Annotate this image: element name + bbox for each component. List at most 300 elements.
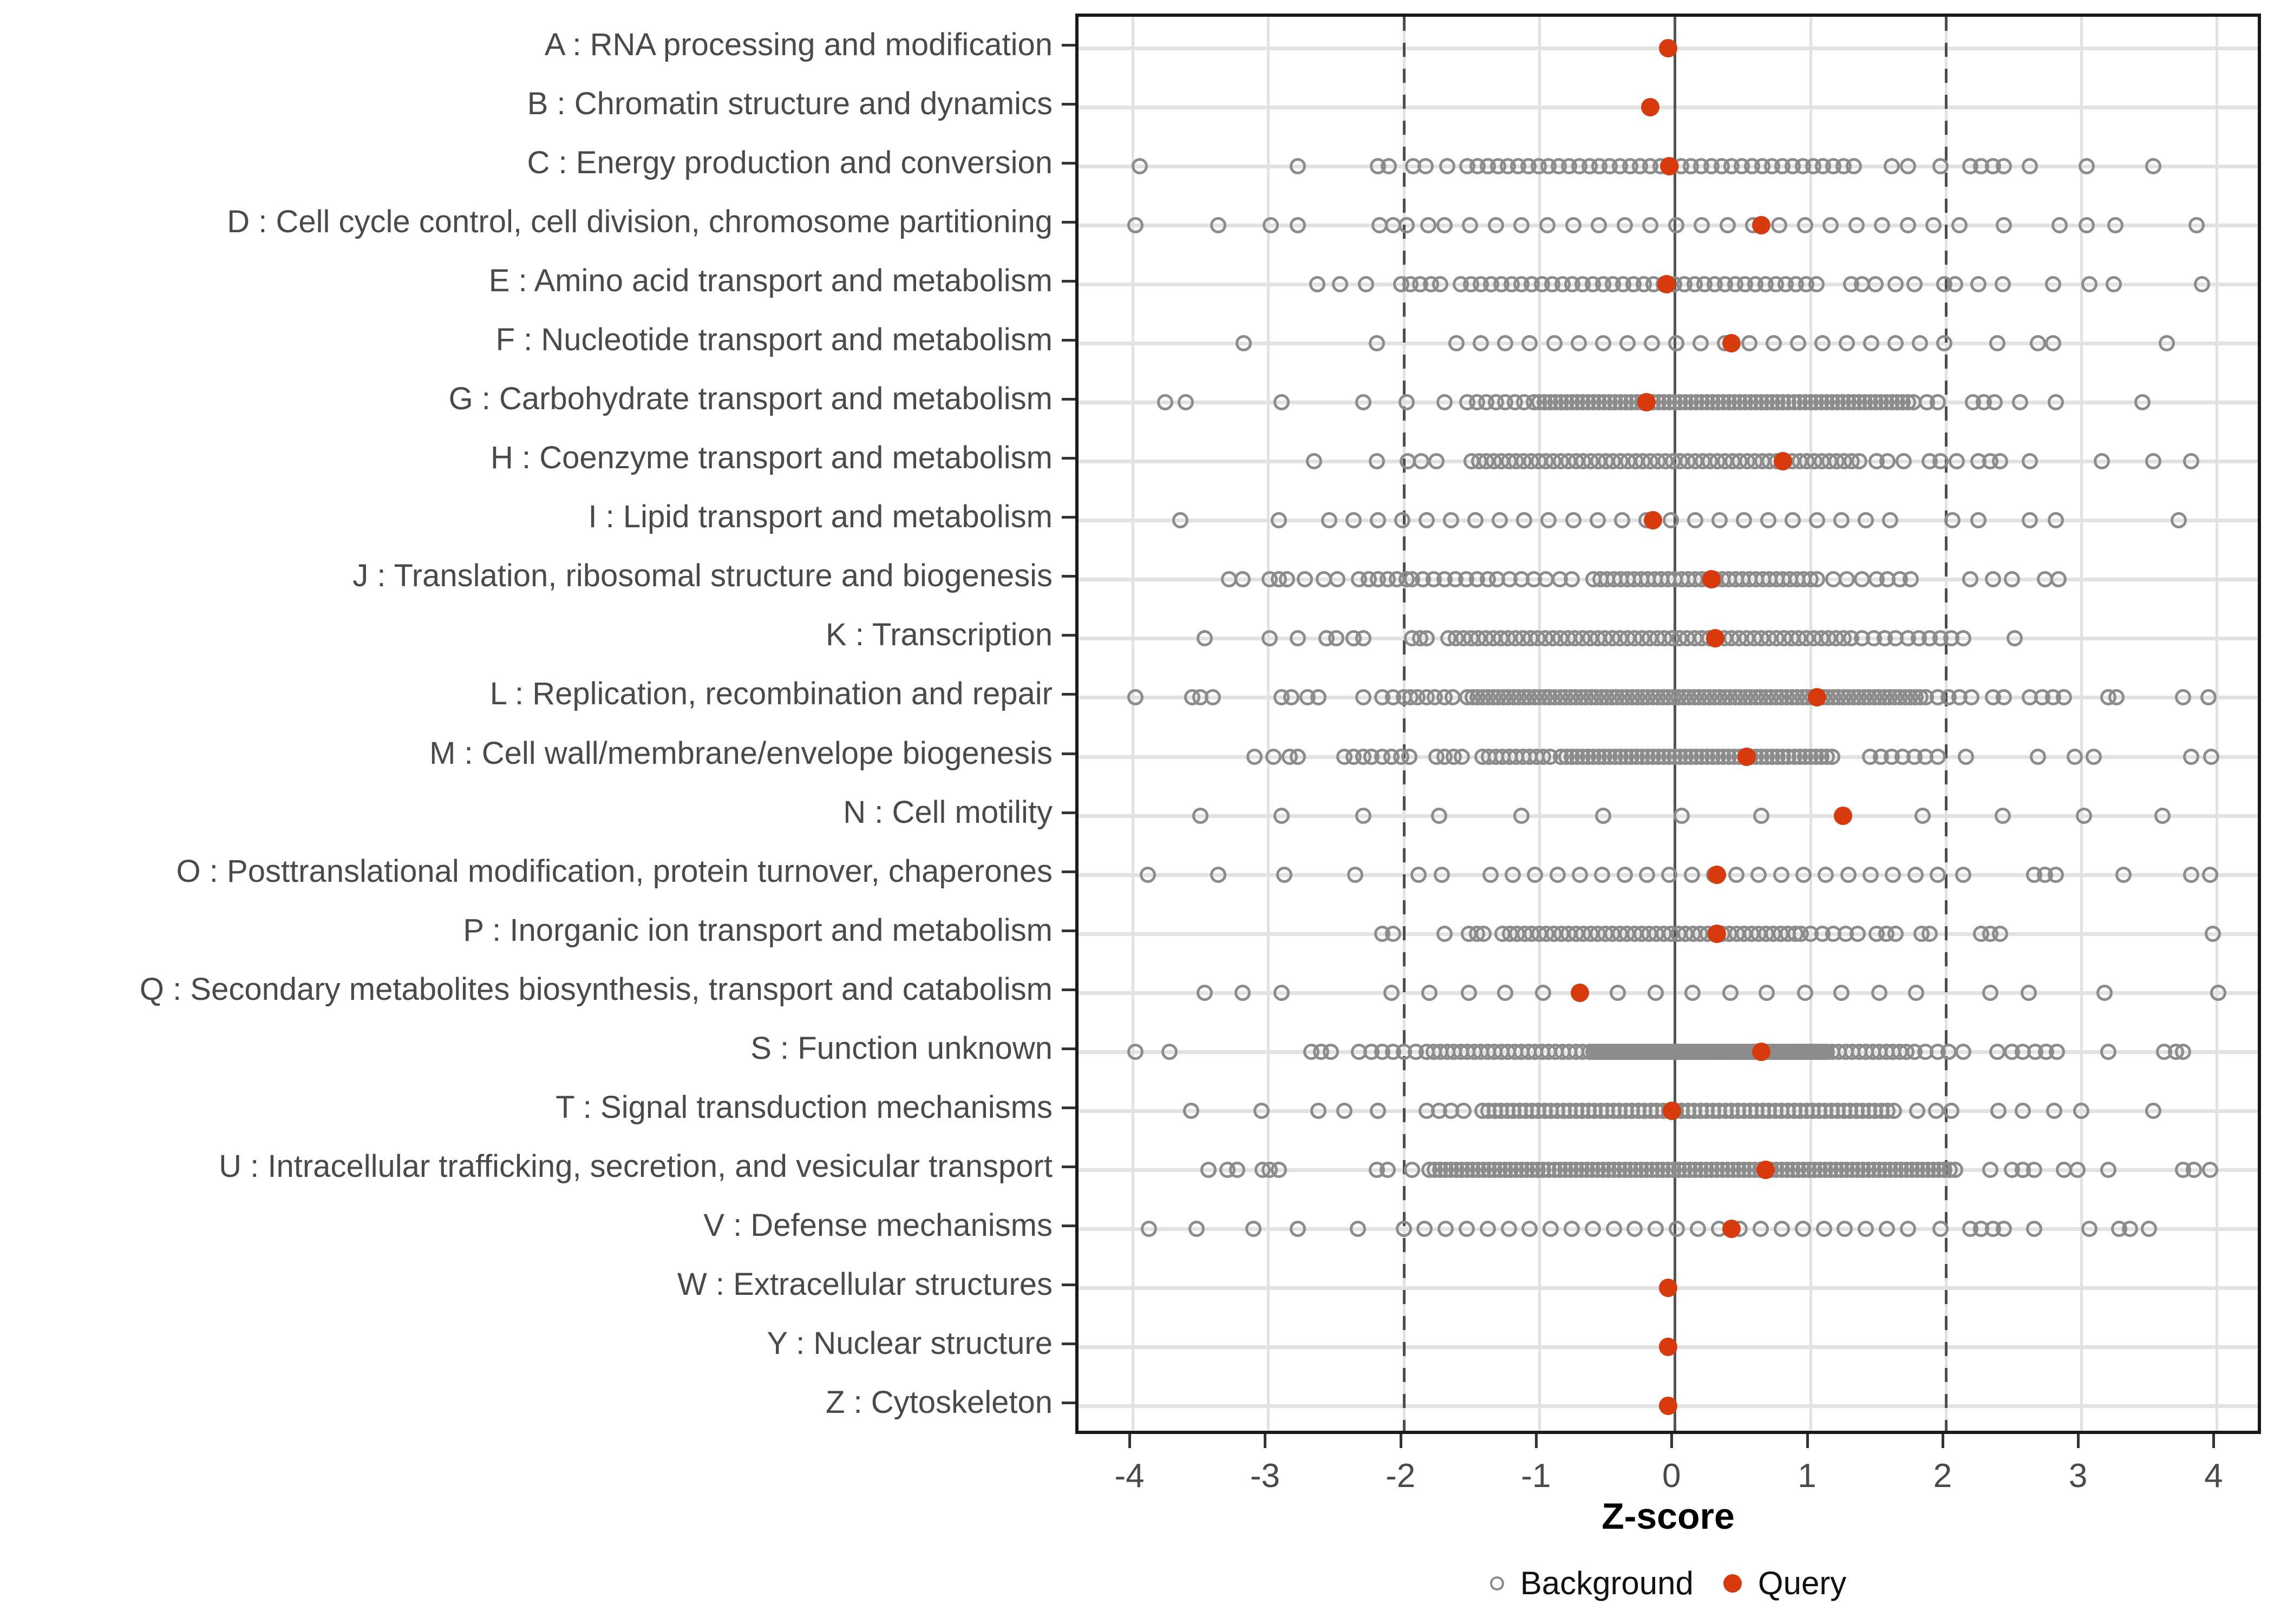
x-tick-label--2: -2 <box>1386 1457 1416 1495</box>
background-point <box>1436 926 1453 942</box>
background-point <box>2048 867 2064 883</box>
background-point <box>1564 1221 1580 1237</box>
background-point <box>2081 276 2097 292</box>
background-point <box>1958 749 1974 765</box>
background-point <box>1839 571 1855 587</box>
background-point <box>1488 217 1504 233</box>
background-point <box>1380 1162 1396 1178</box>
query-point-B <box>1641 98 1659 116</box>
background-point <box>1693 335 1709 351</box>
y-tick-S <box>1062 1047 1075 1050</box>
plot-panel <box>1075 14 2261 1434</box>
category-label-P: P : Inorganic ion transport and metabolism <box>463 912 1053 948</box>
y-tick-P <box>1062 929 1075 932</box>
background-point <box>1833 985 1850 1001</box>
background-point <box>1210 867 1226 883</box>
y-tick-B <box>1062 103 1075 106</box>
x-tick-label-0: 0 <box>1662 1457 1681 1495</box>
background-point <box>1684 867 1700 883</box>
category-label-Z: Z : Cytoskeleton <box>825 1385 1053 1420</box>
background-point <box>1874 217 1890 233</box>
background-point <box>1995 808 2011 824</box>
category-label-E: E : Amino acid transport and metabolism <box>488 263 1053 299</box>
category-label-S: S : Function unknown <box>750 1030 1053 1066</box>
background-point <box>1355 808 1371 824</box>
query-point-Y <box>1659 1338 1677 1356</box>
background-point <box>1785 512 1801 528</box>
background-point <box>1955 867 1971 883</box>
background-point <box>1461 985 1477 1001</box>
category-label-D: D : Cell cycle control, cell division, chromosome partitioning <box>227 204 1053 240</box>
background-point <box>1564 571 1580 587</box>
x-tick-label-3: 3 <box>2068 1457 2088 1495</box>
background-point <box>1262 630 1278 646</box>
background-point <box>1492 512 1508 528</box>
background-point <box>2015 1103 2031 1119</box>
background-point <box>1766 335 1782 351</box>
background-point <box>1127 689 1143 705</box>
background-point <box>1434 867 1450 883</box>
background-point <box>2107 217 2123 233</box>
background-point <box>1431 808 1447 824</box>
y-tick-O <box>1062 870 1075 873</box>
background-point <box>1178 394 1194 410</box>
category-label-K: K : Transcription <box>825 617 1053 653</box>
background-point <box>1833 512 1850 528</box>
query-point-T <box>1663 1102 1681 1120</box>
background-point <box>1246 749 1263 765</box>
y-tick-U <box>1062 1165 1075 1168</box>
background-point <box>1234 985 1251 1001</box>
query-point-D <box>1752 216 1770 234</box>
background-point <box>2051 217 2068 233</box>
background-point <box>1896 453 1912 469</box>
query-point-F <box>1722 334 1741 352</box>
legend-item-query <box>1723 1564 1846 1602</box>
y-tick-C <box>1062 162 1075 165</box>
background-point <box>1722 985 1739 1001</box>
y-tick-M <box>1062 752 1075 755</box>
background-point <box>2012 394 2028 410</box>
query-filled-circle-icon <box>1723 1574 1742 1593</box>
query-point-P <box>1708 925 1726 943</box>
background-point <box>1955 630 1971 646</box>
background-point <box>1606 1221 1622 1237</box>
background-point <box>1591 217 1607 233</box>
background-point <box>1989 1044 2005 1060</box>
y-tick-F <box>1062 339 1075 342</box>
background-point <box>1925 217 1942 233</box>
background-point <box>1871 985 1887 1001</box>
legend-background-label: Background <box>1520 1565 1694 1601</box>
y-tick-Q <box>1062 988 1075 991</box>
gridline-x-4 <box>2216 17 2218 1431</box>
y-tick-J <box>1062 575 1075 578</box>
background-point <box>1127 1044 1143 1060</box>
background-point <box>1161 1044 1178 1060</box>
background-point <box>1774 1221 1790 1237</box>
background-point <box>1297 571 1313 587</box>
background-point <box>1513 217 1530 233</box>
background-point <box>1850 926 1866 942</box>
background-point <box>1394 512 1410 528</box>
background-point <box>1310 1103 1327 1119</box>
background-point <box>2081 1221 2097 1237</box>
background-point <box>1610 985 1626 1001</box>
background-point <box>1141 1221 1157 1237</box>
background-point <box>1399 394 1415 410</box>
background-point <box>1963 689 1979 705</box>
background-point <box>2145 1103 2161 1119</box>
background-point <box>1526 571 1542 587</box>
background-point <box>1283 689 1299 705</box>
background-point <box>1932 158 1949 174</box>
background-point <box>1265 749 1282 765</box>
background-point <box>1668 335 1684 351</box>
y-tick-T <box>1062 1106 1075 1109</box>
query-point-Z <box>1659 1397 1677 1415</box>
category-label-W: W : Extracellular structures <box>677 1266 1053 1302</box>
y-tick-H <box>1062 457 1075 460</box>
background-point <box>1940 1044 1957 1060</box>
background-point <box>1900 1221 1916 1237</box>
background-point <box>1818 867 1834 883</box>
background-point <box>1639 867 1655 883</box>
background-point <box>1273 394 1290 410</box>
background-point <box>1345 512 1362 528</box>
background-point <box>1909 1103 1925 1119</box>
background-point <box>1413 453 1429 469</box>
background-point <box>2141 1221 2157 1237</box>
background-point <box>1928 1103 1944 1119</box>
background-point <box>1369 453 1385 469</box>
background-point <box>1809 512 1825 528</box>
query-point-Q <box>1571 984 1589 1002</box>
background-point <box>1462 217 1478 233</box>
background-point <box>1594 867 1610 883</box>
background-point <box>1401 749 1417 765</box>
category-label-I: I : Lipid transport and metabolism <box>588 499 1053 535</box>
background-point <box>1565 217 1582 233</box>
background-point <box>1350 1221 1366 1237</box>
background-point <box>1753 808 1769 824</box>
background-point <box>1410 867 1427 883</box>
background-point <box>1887 276 1904 292</box>
background-point <box>1992 453 2008 469</box>
query-point-M <box>1737 748 1756 766</box>
background-point <box>1947 1162 1963 1178</box>
background-point <box>1970 512 1987 528</box>
y-tick-Z <box>1062 1402 1075 1404</box>
background-point <box>1922 926 1938 942</box>
background-point <box>1192 808 1208 824</box>
background-point <box>1550 867 1566 883</box>
background-point <box>1263 217 1279 233</box>
query-point-N <box>1834 807 1852 825</box>
background-point <box>1595 335 1611 351</box>
background-point <box>1428 453 1445 469</box>
background-point <box>1535 985 1551 1001</box>
query-point-V <box>1722 1220 1741 1238</box>
background-point <box>2021 985 2037 1001</box>
background-point <box>1197 630 1213 646</box>
y-tick-Y <box>1062 1343 1075 1345</box>
background-point <box>1273 808 1290 824</box>
background-point <box>2115 867 2132 883</box>
background-point <box>2022 453 2038 469</box>
query-point-E <box>1657 275 1676 293</box>
background-point <box>1290 1221 1306 1237</box>
background-point <box>1736 512 1752 528</box>
background-point <box>1358 276 1374 292</box>
background-point <box>1385 926 1401 942</box>
query-point-J <box>1702 570 1721 588</box>
background-point <box>1663 512 1679 528</box>
background-point <box>1648 1221 1664 1237</box>
dashed-reference-line-2 <box>1945 17 1948 1431</box>
background-point <box>2069 1162 2086 1178</box>
background-point <box>2007 630 2023 646</box>
background-point <box>1808 276 1825 292</box>
background-point <box>1200 1162 1217 1178</box>
x-tick-0 <box>1670 1434 1673 1448</box>
background-point <box>2026 1162 2042 1178</box>
background-point <box>1521 335 1538 351</box>
background-point <box>2145 453 2161 469</box>
query-point-L <box>1808 688 1826 706</box>
category-label-M: M : Cell wall/membrane/envelope biogenesis <box>429 735 1053 771</box>
category-label-T: T : Signal transduction mechanisms <box>556 1089 1053 1125</box>
background-point <box>1210 217 1226 233</box>
background-point <box>1355 630 1371 646</box>
background-point <box>1863 335 1879 351</box>
background-point <box>1205 689 1221 705</box>
background-point <box>1321 512 1337 528</box>
x-tick-label-1: 1 <box>1798 1457 1816 1495</box>
background-point <box>1843 630 1859 646</box>
background-point <box>1687 512 1703 528</box>
y-tick-D <box>1062 221 1075 224</box>
background-point <box>1253 1103 1270 1119</box>
background-point <box>1421 985 1437 1001</box>
background-point <box>1505 867 1521 883</box>
background-point <box>1797 217 1813 233</box>
background-point <box>1437 1221 1454 1237</box>
y-tick-N <box>1062 811 1075 814</box>
background-point <box>2045 276 2061 292</box>
y-tick-E <box>1062 280 1075 283</box>
background-point <box>1898 1044 1914 1060</box>
background-point <box>1787 926 1803 942</box>
background-point <box>1943 1103 1959 1119</box>
background-point <box>1918 689 1934 705</box>
background-point <box>1572 867 1588 883</box>
background-point <box>1932 453 1949 469</box>
y-tick-W <box>1062 1284 1075 1286</box>
background-point <box>2186 1162 2202 1178</box>
background-point <box>1760 512 1776 528</box>
background-point <box>1903 571 1919 587</box>
background-point <box>1455 1103 1472 1119</box>
background-point <box>1290 749 1306 765</box>
background-point <box>1539 217 1556 233</box>
background-point <box>1839 335 1855 351</box>
background-point <box>2030 749 2046 765</box>
x-tick-label-2: 2 <box>1933 1457 1952 1495</box>
background-point <box>2056 689 2072 705</box>
background-point <box>1814 335 1831 351</box>
background-point <box>1982 1162 1998 1178</box>
background-point <box>1172 512 1188 528</box>
background-point <box>1328 630 1344 646</box>
background-point <box>1822 217 1839 233</box>
background-point <box>1245 1221 1262 1237</box>
background-point <box>1273 985 1290 1001</box>
query-point-C <box>1660 157 1678 175</box>
background-point <box>2022 512 2038 528</box>
background-point <box>1930 394 1946 410</box>
background-point <box>1271 512 1287 528</box>
background-point <box>2079 158 2095 174</box>
background-point <box>1188 1221 1205 1237</box>
query-point-U <box>1756 1161 1775 1179</box>
background-point <box>1854 571 1870 587</box>
background-point <box>1543 1221 1559 1237</box>
background-point <box>2048 394 2064 410</box>
background-point <box>1674 808 1690 824</box>
background-point <box>1906 276 1923 292</box>
background-point <box>1771 217 1787 233</box>
background-point <box>1473 335 1489 351</box>
background-point <box>1370 512 1386 528</box>
background-point <box>2106 276 2122 292</box>
category-label-Y: Y : Nuclear structure <box>767 1325 1053 1361</box>
background-point <box>1439 158 1455 174</box>
background-point <box>1669 1221 1685 1237</box>
background-point <box>1355 394 1371 410</box>
background-point <box>2183 749 2199 765</box>
query-point-W <box>1659 1279 1677 1297</box>
background-point <box>1753 1221 1769 1237</box>
background-point <box>1527 867 1543 883</box>
background-point <box>1982 985 1998 1001</box>
x-tick-4 <box>2212 1434 2215 1448</box>
background-point <box>1432 276 1448 292</box>
background-point <box>1930 867 1946 883</box>
query-point-O <box>1708 866 1726 884</box>
background-point <box>1970 276 1987 292</box>
background-point <box>2086 749 2102 765</box>
background-point <box>1846 158 1862 174</box>
background-point <box>1879 453 1896 469</box>
background-point <box>1936 335 1952 351</box>
background-point <box>1824 749 1840 765</box>
background-point <box>1642 217 1658 233</box>
background-point <box>1516 512 1532 528</box>
background-point <box>2171 512 2187 528</box>
background-point <box>2026 1221 2042 1237</box>
background-point <box>1229 1162 1245 1178</box>
background-point <box>1459 1221 1475 1237</box>
background-point <box>1614 512 1630 528</box>
background-point <box>1886 1103 1902 1119</box>
x-tick--1 <box>1535 1434 1538 1448</box>
background-point <box>1837 1221 1853 1237</box>
background-point <box>2175 689 2191 705</box>
background-point <box>2145 158 2161 174</box>
background-point <box>1565 512 1582 528</box>
background-point <box>1949 453 1965 469</box>
background-point <box>2050 571 2067 587</box>
background-point <box>1347 867 1363 883</box>
background-point <box>1750 867 1767 883</box>
background-point <box>1987 394 2003 410</box>
background-point <box>1454 749 1470 765</box>
background-point <box>1851 453 1867 469</box>
x-tick--4 <box>1128 1434 1131 1448</box>
background-point <box>1932 1221 1949 1237</box>
background-point <box>1595 808 1611 824</box>
background-point <box>1711 512 1728 528</box>
background-point <box>1383 985 1400 1001</box>
background-point <box>1329 571 1345 587</box>
background-point <box>2067 749 2083 765</box>
legend-item-background <box>1490 1564 1694 1602</box>
x-tick-label--3: -3 <box>1250 1457 1280 1495</box>
background-point <box>1795 1221 1811 1237</box>
background-point <box>1907 867 1924 883</box>
background-point <box>1992 926 2008 942</box>
background-point <box>1290 630 1306 646</box>
background-point <box>1417 158 1434 174</box>
background-point <box>1848 217 1865 233</box>
background-point <box>2154 808 2171 824</box>
background-point <box>1887 335 1904 351</box>
background-point <box>1309 276 1325 292</box>
x-tick-label-4: 4 <box>2204 1457 2223 1495</box>
background-point <box>1448 335 1465 351</box>
background-point <box>2045 335 2061 351</box>
background-point <box>2048 512 2064 528</box>
x-tick-label--4: -4 <box>1114 1457 1145 1495</box>
background-point <box>1797 985 1813 1001</box>
background-point <box>1985 571 2001 587</box>
background-point <box>2049 1044 2065 1060</box>
background-point <box>1626 1221 1643 1237</box>
background-point <box>1436 394 1453 410</box>
background-point <box>1944 512 1961 528</box>
background-point <box>1140 867 1156 883</box>
background-point <box>2096 985 2113 1001</box>
x-tick--3 <box>1264 1434 1266 1448</box>
background-point <box>2202 867 2218 883</box>
background-point <box>1884 158 1900 174</box>
background-point <box>2159 335 2175 351</box>
background-point <box>1336 1103 1352 1119</box>
background-point <box>1809 571 1825 587</box>
legend-query-label: Query <box>1757 1565 1847 1601</box>
background-point <box>1482 867 1499 883</box>
category-label-H: H : Coenzyme transport and metabolism <box>491 440 1053 476</box>
background-point <box>1290 158 1306 174</box>
x-axis-title: Z-score <box>1602 1496 1735 1537</box>
category-label-O: O : Posttranslational modification, protein turnover, chaperones <box>176 853 1053 889</box>
background-point <box>1571 335 1587 351</box>
background-point <box>1310 689 1327 705</box>
background-point <box>1644 335 1660 351</box>
background-point <box>1648 985 1664 1001</box>
background-point <box>1132 158 1148 174</box>
